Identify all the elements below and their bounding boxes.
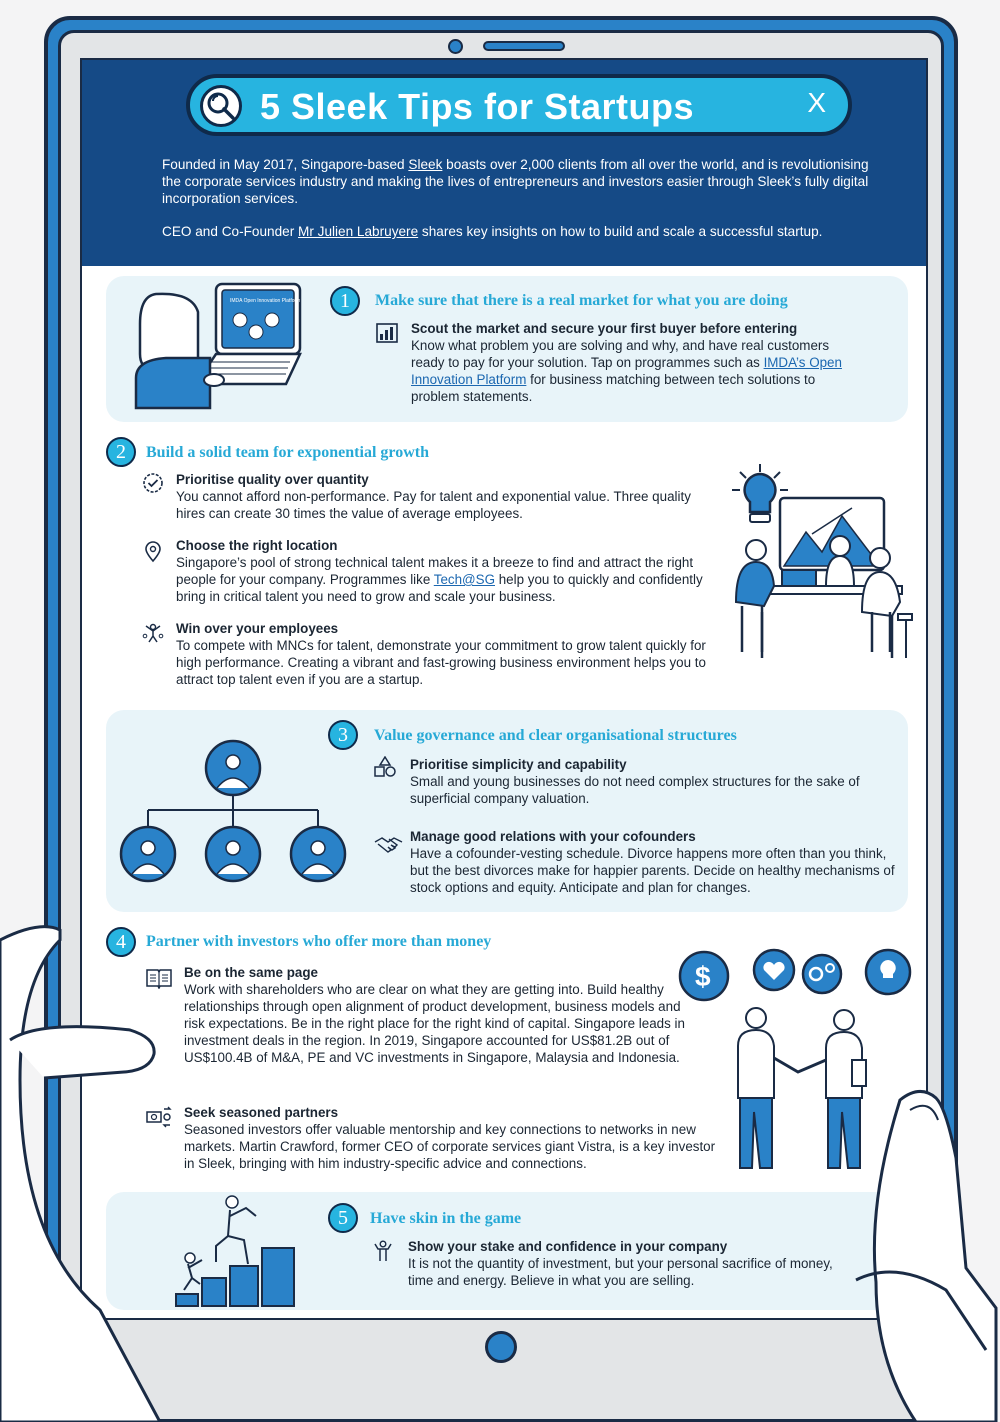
intro-text-part: boasts over 2,000 clients from all over the world, and is revolutionising the corporate services industry and making the lives of entrepreneurs and investors easier through Sleek’s fully digital incorporation services.: [162, 157, 869, 206]
item-body: help you to quickly and confidently bring in critical talent you need to grow and scale your business.: [176, 572, 703, 604]
camera-icon: [448, 39, 463, 54]
handshake-icon: [374, 834, 404, 856]
item-heading: Prioritise simplicity and capability: [410, 757, 627, 772]
section-3-title: Value governance and clear organisational structures: [374, 727, 737, 744]
people-cheer-icon: [142, 622, 164, 644]
tablet-screen: [80, 58, 928, 1320]
section-4-item-2: [184, 1104, 724, 1172]
section-2-item-3: [176, 620, 706, 688]
speaker-grille: [483, 41, 565, 51]
team-meeting-illustration: [722, 462, 922, 662]
org-head: [206, 741, 260, 795]
laptop-user-illustration: [126, 280, 306, 418]
quality-badge-icon: [142, 472, 164, 494]
section-1-item: [411, 320, 861, 405]
section-5-number: 5: [328, 1203, 358, 1233]
bar-chart-icon: [376, 322, 398, 344]
item-body: Singapore’s pool of strong technical talent makes it a breeze to find and attract the right people for your company. Programmes like: [176, 555, 694, 587]
ceo-link[interactable]: Mr Julien Labruyere: [298, 224, 419, 239]
climbing-steps-illustration: [162, 1192, 312, 1308]
item-heading: Be on the same page: [184, 965, 318, 980]
section-5-title: Have skin in the game: [370, 1210, 522, 1227]
right-hand-illustration: [840, 1080, 1000, 1422]
sleek-link[interactable]: Sleek: [408, 157, 443, 172]
intro-text-part: Founded in May 2017, Singapore-based: [162, 157, 409, 172]
section-2-item-2: [176, 537, 726, 605]
page-title: 5 Sleek Tips for Startups: [260, 86, 694, 127]
home-button[interactable]: [485, 1331, 517, 1363]
shapes-icon: [374, 756, 396, 778]
section-4-number: 4: [106, 927, 136, 957]
section-3-item-2: [410, 828, 896, 896]
item-heading: Manage good relations with your cofounders: [410, 829, 696, 844]
item-body: Work with shareholders who are clear on what they are getting into. Build healthy relationships through open alignment of product development, business models and risk expectations. Be in the right place for the right kind of capital. Singapore leads in investment deals in the region. In 2019, Singapore accounted for US$81.2B out of US$100.4B of M&A, PE and VC investments in Singapore, Malaysia and Indonesia.: [184, 982, 685, 1065]
item-heading: Prioritise quality over quantity: [176, 472, 369, 487]
item-heading: Seek seasoned partners: [184, 1105, 339, 1120]
section-5-item: [408, 1238, 848, 1289]
item-body: It is not the quantity of investment, but your personal sacrifice of money, time and energy. Believe in what you are selling.: [408, 1256, 833, 1288]
section-2-item-1: [176, 471, 706, 522]
confident-person-icon: [372, 1240, 394, 1262]
location-pin-icon: [142, 541, 164, 563]
section-1-number: 1: [330, 286, 360, 316]
header: [82, 60, 928, 266]
item-body: You cannot afford non-performance. Pay for talent and exponential value. Three quality hires can create 30 times the value of average employees.: [176, 489, 691, 521]
item-heading: Win over your employees: [176, 621, 339, 636]
item-body: Know what problem you are solving and why, and have real customers ready to pay for your solution. Tap on programmes such as: [411, 338, 830, 370]
close-icon[interactable]: X: [807, 87, 826, 118]
item-body: To compete with MNCs for talent, demonstrate your commitment to grow talent quickly for high performance. Creating a vibrant and fast-growing business environment helps you to attract top talent even if you are a startup.: [176, 638, 706, 687]
intro-text-part: shares key insights on how to build and scale a successful startup.: [418, 224, 823, 239]
section-3-number: 3: [328, 720, 358, 750]
section-2-title: Build a solid team for exponential growth: [146, 444, 429, 461]
item-body: for business matching between tech solutions to problem statements.: [411, 372, 816, 404]
item-heading: Choose the right location: [176, 538, 338, 553]
laptop-screen-text: IMDA Open Innovation Platform: [230, 298, 301, 304]
item-body: Seasoned investors offer valuable mentorship and key connections to networks in new markets. Martin Crawford, former CEO of corporate services giant Vistra, is a key investor in Sleek, bringing with him industry-specific advice and connections.: [184, 1122, 716, 1171]
svg-text:$: $: [695, 961, 711, 992]
section-3-item-1: [410, 756, 890, 807]
title-search-bar[interactable]: [186, 74, 852, 136]
section-1-title: Make sure that there is a real market for what you are doing: [375, 292, 788, 309]
item-body: Small and young businesses do not need complex structures for the sake of superficial company valuation.: [410, 774, 860, 806]
techsg-link[interactable]: Tech@SG: [433, 572, 495, 587]
section-2-number: 2: [106, 437, 136, 467]
org-chart-illustration: [118, 738, 348, 888]
item-heading: Scout the market and secure your first buyer before entering: [411, 321, 798, 336]
left-hand-illustration: [0, 900, 180, 1422]
search-icon: [200, 85, 242, 127]
item-body: Have a cofounder-vesting schedule. Divorce happens more often than you think, but the best divorces make for happier parents. Decide on healthy mechanisms of stock options and equity. Anticipate and plan for changes.: [410, 846, 895, 895]
section-4-title: Partner with investors who offer more than money: [146, 933, 492, 950]
intro-text: [162, 156, 882, 240]
section-4-item-1: [184, 964, 694, 1066]
imda-oip-link[interactable]: IMDA’s Open Innovation Platform: [411, 355, 842, 387]
item-heading: Show your stake and confidence in your company: [408, 1239, 728, 1254]
intro-text-part: CEO and Co-Founder: [162, 224, 299, 239]
